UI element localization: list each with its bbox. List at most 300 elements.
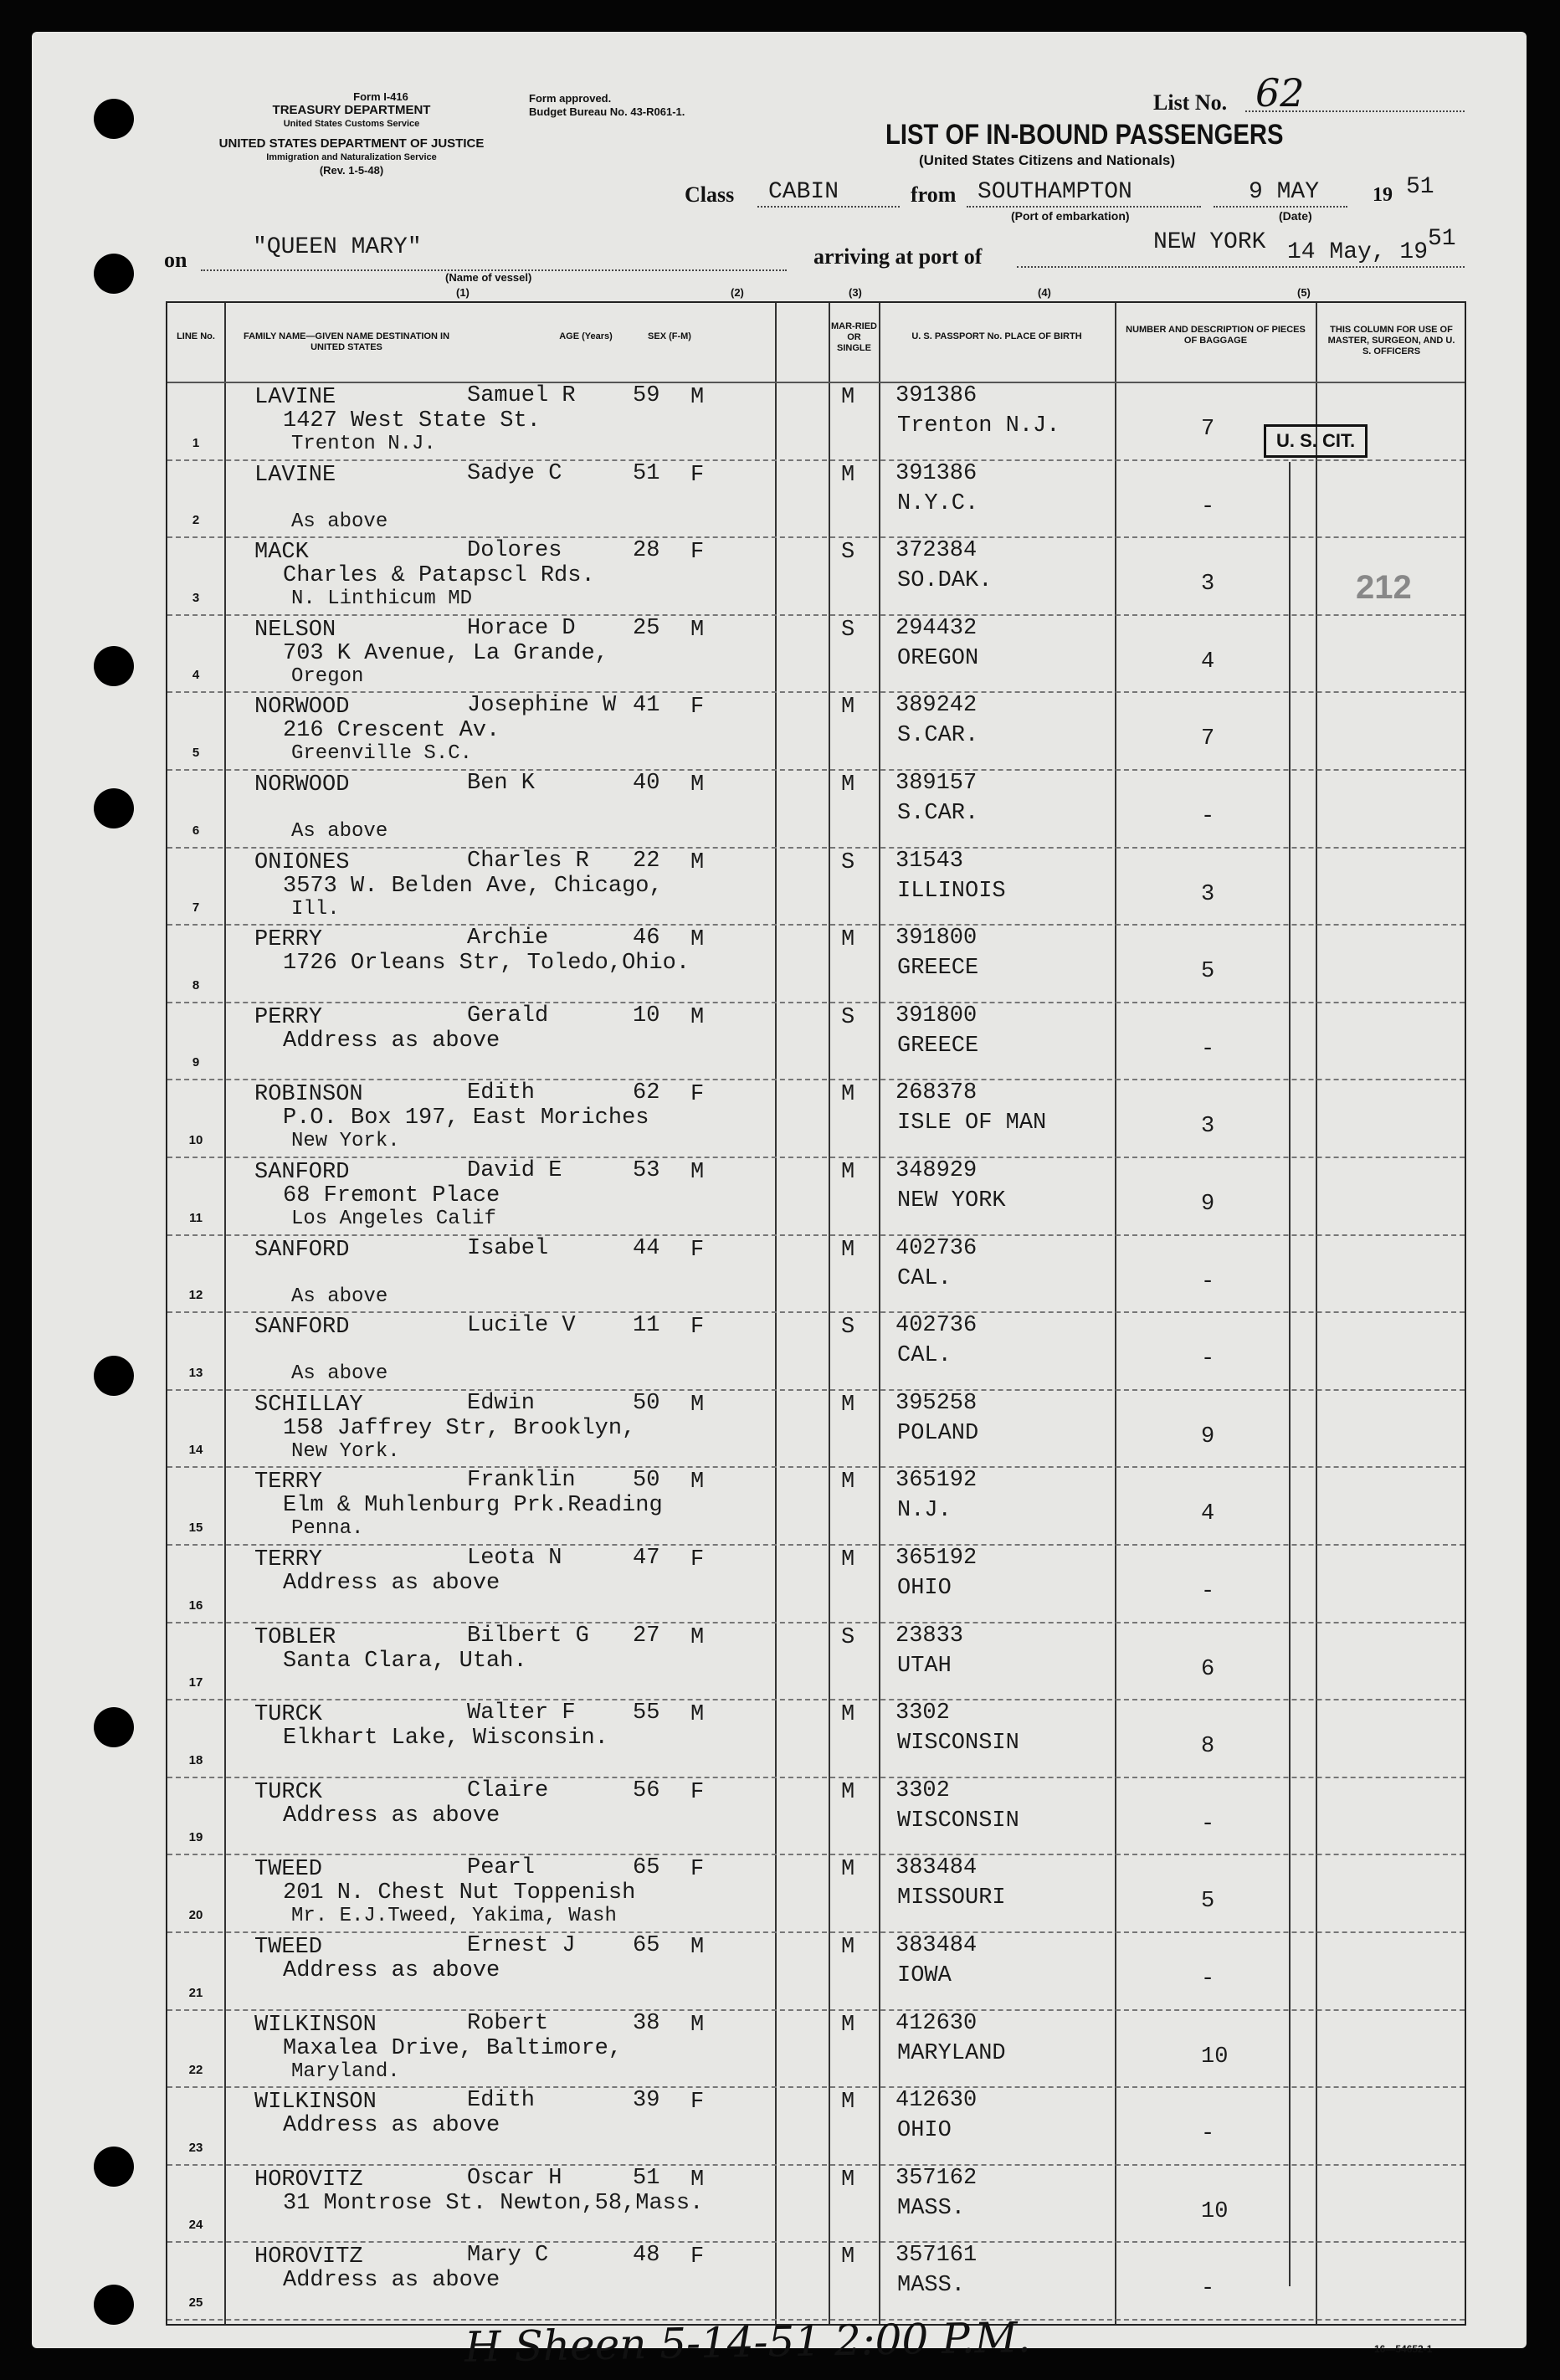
family-name: HOROVITZ <box>254 2244 363 2270</box>
line-number: 16 <box>188 1598 203 1613</box>
passenger-sex: F <box>690 695 705 721</box>
us-citizen-stamp: U. S. CIT. <box>1264 424 1368 458</box>
baggage-count: 7 <box>1201 726 1215 752</box>
passenger-sex: M <box>690 2012 705 2038</box>
passenger-age: 28 <box>633 538 660 564</box>
passport-number: 391800 <box>895 926 978 951</box>
family-name: LAVINE <box>254 385 336 410</box>
given-name: Edith <box>467 2088 536 2114</box>
line-number: 5 <box>192 745 200 760</box>
passenger-age: 65 <box>633 1933 660 1958</box>
binder-hole <box>94 788 134 828</box>
passenger-age: 38 <box>633 2010 660 2036</box>
given-name: Gerald <box>467 1003 549 1028</box>
table-row <box>167 926 1465 1003</box>
table-row <box>167 1933 1465 2011</box>
binder-hole <box>94 99 134 139</box>
passenger-sex: M <box>690 1702 705 1728</box>
passenger-sex: M <box>690 849 705 875</box>
passenger-sex: F <box>690 1082 705 1108</box>
passenger-sex: M <box>690 1392 705 1418</box>
address-line-1: Charles & Patapscl Rds. <box>283 563 595 589</box>
baggage-count: 4 <box>1201 1501 1215 1527</box>
passenger-age: 62 <box>633 1080 660 1106</box>
on-label: on <box>164 248 187 272</box>
place-of-birth: GREECE <box>897 956 979 982</box>
marital-status: M <box>841 2244 855 2270</box>
given-name: Franklin <box>467 1468 576 1494</box>
marital-status: S <box>841 1004 855 1030</box>
manifest-title: LIST OF IN-BOUND PASSENGERS <box>885 119 1284 151</box>
baggage-count: - <box>1201 1346 1215 1372</box>
passport-number: 402736 <box>895 1313 978 1339</box>
passport-number: 402736 <box>895 1235 978 1261</box>
address-line-1: 1726 Orleans Str, Toledo,Ohio. <box>283 951 690 977</box>
form-identification <box>159 90 544 177</box>
place-of-birth: N.J. <box>897 1498 952 1524</box>
marital-status: M <box>841 927 855 953</box>
column-header-age: AGE (Years) <box>559 331 613 341</box>
baggage-count: - <box>1201 804 1215 829</box>
binder-hole <box>94 254 134 294</box>
passport-number: 365192 <box>895 1468 978 1494</box>
passenger-age: 48 <box>633 2243 660 2269</box>
family-name: TOBLER <box>254 1624 336 1650</box>
embarkation-caption: (Port of embarkation) <box>1011 209 1130 223</box>
marital-status: M <box>841 1082 855 1108</box>
passenger-sex: F <box>690 1315 705 1341</box>
marital-status: S <box>841 849 855 875</box>
passenger-age: 65 <box>633 1855 660 1881</box>
given-name: Leota N <box>467 1546 562 1571</box>
passenger-sex: M <box>690 385 705 410</box>
line-number: 10 <box>188 1132 203 1147</box>
family-name: LAVINE <box>254 462 336 488</box>
place-of-birth: SO.DAK. <box>897 568 993 594</box>
form-number: Form I-416 <box>353 90 408 103</box>
immigration-service: Immigration and Naturalization Service <box>266 152 437 162</box>
baggage-count: 5 <box>1201 1889 1215 1915</box>
passport-number: 294432 <box>895 615 978 641</box>
place-of-birth: OHIO <box>897 2118 952 2144</box>
passport-number: 3302 <box>895 1777 950 1803</box>
form-approval <box>529 92 685 119</box>
marital-status: M <box>841 1237 855 1263</box>
family-name: SANFORD <box>254 1237 350 1263</box>
column-number: (3) <box>849 286 862 299</box>
passenger-sex: M <box>690 1004 705 1030</box>
baggage-count: - <box>1201 494 1215 520</box>
line-number: 11 <box>189 1210 203 1225</box>
place-of-birth: CAL. <box>897 1343 952 1369</box>
given-name: Mary C <box>467 2243 549 2269</box>
address-line-2: Maryland. <box>291 2059 400 2083</box>
passenger-age: 22 <box>633 848 660 874</box>
given-name: Lucile V <box>467 1313 576 1339</box>
passport-number: 391386 <box>895 460 978 486</box>
passenger-sex: M <box>690 1470 705 1495</box>
place-of-birth: ISLE OF MAN <box>897 1110 1047 1136</box>
address-line-1: Address as above <box>283 1028 500 1054</box>
family-name: ONIONES <box>254 849 350 875</box>
baggage-count: - <box>1201 1967 1215 1992</box>
line-number: 21 <box>188 1985 203 2000</box>
address-line-2: Greenville S.C. <box>291 742 473 766</box>
address-line-2: Mr. E.J.Tweed, Yakima, Wash <box>291 1905 617 1928</box>
baggage-count: - <box>1201 2276 1215 2302</box>
table-row <box>167 1468 1465 1546</box>
binder-hole <box>94 2285 134 2325</box>
family-name: NORWOOD <box>254 772 350 798</box>
address-line-1: Address as above <box>283 1958 500 1983</box>
passport-number: 348929 <box>895 1158 978 1183</box>
table-row <box>167 1700 1465 1778</box>
vessel-caption: (Name of vessel) <box>445 271 532 284</box>
column-header-officers: THIS COLUMN FOR USE OF MASTER, SURGEON, AND U. S. OFFICERS <box>1327 325 1455 356</box>
departure-date: 9 MAY <box>1249 179 1320 205</box>
address-line-1: Elkhart Lake, Wisconsin. <box>283 1726 608 1752</box>
column-number: (4) <box>1038 286 1051 299</box>
line-number: 2 <box>192 513 200 528</box>
baggage-count: 8 <box>1201 1734 1215 1760</box>
binder-hole <box>94 1707 134 1747</box>
marital-status: S <box>841 540 855 566</box>
passport-number: 365192 <box>895 1546 978 1571</box>
given-name: Charles R <box>467 848 589 874</box>
given-name: Robert <box>467 2010 549 2036</box>
passenger-age: 47 <box>633 1546 660 1571</box>
passenger-age: 39 <box>633 2088 660 2114</box>
address-line-1: Address as above <box>283 2113 500 2139</box>
place-of-birth: WISCONSIN <box>897 1731 1019 1757</box>
given-name: Dolores <box>467 538 562 564</box>
passenger-table <box>166 301 1466 2326</box>
footer-code: 16—54652-1 <box>1374 2343 1433 2355</box>
address-line-2: Los Angeles Calif <box>291 1208 496 1230</box>
passport-number: 372384 <box>895 538 978 564</box>
baggage-count: 9 <box>1201 1423 1215 1449</box>
passport-number: 3302 <box>895 1700 950 1726</box>
family-name: TURCK <box>254 1702 323 1728</box>
place-of-birth: S.CAR. <box>897 723 979 749</box>
marital-status: S <box>841 617 855 643</box>
address-line-1: Elm & Muhlenburg Prk.Reading <box>283 1493 663 1519</box>
address-line-2: Penna. <box>291 1517 364 1541</box>
address-line-2: Ill. <box>291 897 340 921</box>
baggage-count: - <box>1201 2121 1215 2147</box>
passenger-age: 44 <box>633 1235 660 1261</box>
passenger-sex: F <box>690 1779 705 1805</box>
marital-status: M <box>841 2090 855 2116</box>
family-name: MACK <box>254 540 309 566</box>
address-line-1: Address as above <box>283 1571 500 1596</box>
from-label: from <box>911 182 957 207</box>
arrival-date: 14 May, 19 <box>1287 239 1429 265</box>
line-number: 17 <box>188 1675 203 1690</box>
column-divider <box>775 303 777 378</box>
embarkation-port: SOUTHAMPTON <box>978 179 1132 205</box>
table-row <box>167 2088 1465 2166</box>
marital-status: M <box>841 1935 855 1960</box>
address-line-1: Address as above <box>283 1803 500 1829</box>
binder-hole <box>94 1356 134 1396</box>
family-name: PERRY <box>254 1004 323 1030</box>
class-line <box>757 206 900 208</box>
line-number: 23 <box>188 2140 203 2155</box>
passenger-age: 53 <box>633 1158 660 1183</box>
address-line-1: 216 Crescent Av. <box>283 718 500 744</box>
family-name: WILKINSON <box>254 2090 377 2116</box>
arrival-port: NEW YORK <box>1153 229 1266 255</box>
marital-status: M <box>841 772 855 798</box>
baggage-count: 3 <box>1201 1114 1215 1140</box>
line-number: 24 <box>188 2218 203 2233</box>
address-line-1: Maxalea Drive, Baltimore, <box>283 2035 623 2061</box>
marital-status: M <box>841 1702 855 1728</box>
passenger-age: 11 <box>633 1313 660 1339</box>
place-of-birth: MARYLAND <box>897 2040 1006 2066</box>
baggage-count: - <box>1201 1811 1215 1837</box>
column-header-baggage: NUMBER AND DESCRIPTION OF PIECES OF BAGGAGE <box>1126 325 1306 346</box>
place-of-birth: NEW YORK <box>897 1188 1006 1213</box>
column-header-sex: SEX (F-M) <box>648 331 691 341</box>
place-of-birth: S.CAR. <box>897 801 979 826</box>
given-name: Claire <box>467 1777 549 1803</box>
line-number: 18 <box>188 1752 203 1767</box>
passport-number: 383484 <box>895 1855 978 1881</box>
date-caption: (Date) <box>1279 209 1312 223</box>
passport-number: 395258 <box>895 1390 978 1416</box>
table-row <box>167 2011 1465 2089</box>
line-number: 1 <box>192 435 200 450</box>
table-row <box>167 1236 1465 1314</box>
line-number: 25 <box>188 2295 203 2310</box>
family-name: TERRY <box>254 1547 323 1572</box>
place-of-birth: Trenton N.J. <box>897 413 1060 439</box>
passenger-age: 25 <box>633 615 660 641</box>
inspector-signature: H Sheen 5-14-51 2:00 P.M. <box>464 2313 1032 2372</box>
officer-line <box>1289 462 1291 2286</box>
place-of-birth: OREGON <box>897 645 979 671</box>
given-name: Edwin <box>467 1390 536 1416</box>
passenger-sex: M <box>690 1624 705 1650</box>
column-number: (5) <box>1297 286 1311 299</box>
family-name: SANFORD <box>254 1160 350 1185</box>
family-name: PERRY <box>254 927 323 953</box>
passenger-age: 51 <box>633 2165 660 2191</box>
address-line-2: As above <box>291 1285 388 1308</box>
passport-number: 31543 <box>895 848 964 874</box>
justice-department: UNITED STATES DEPARTMENT OF JUSTICE <box>218 136 485 151</box>
binder-hole <box>94 2147 134 2187</box>
stamp-number: 212 <box>1356 569 1412 606</box>
address-line-2: Oregon <box>291 664 364 688</box>
marital-status: M <box>841 695 855 721</box>
marital-status: M <box>841 1392 855 1418</box>
baggage-count: 10 <box>1201 2198 1229 2224</box>
arrival-port-line <box>1017 266 1465 268</box>
passport-number: 23833 <box>895 1623 964 1649</box>
place-of-birth: MISSOURI <box>897 1885 1006 1911</box>
family-name: TWEED <box>254 1935 323 1960</box>
given-name: Samuel R <box>467 383 576 408</box>
table-row <box>167 1080 1465 1158</box>
given-name: Walter F <box>467 1700 576 1726</box>
family-name: NORWOOD <box>254 695 350 721</box>
place-of-birth: IOWA <box>897 1963 952 1988</box>
place-of-birth: OHIO <box>897 1576 952 1601</box>
line-number: 7 <box>192 900 200 916</box>
given-name: Ernest J <box>467 1933 576 1958</box>
family-name: WILKINSON <box>254 2012 377 2038</box>
place-of-birth: N.Y.C. <box>897 490 979 516</box>
line-number: 20 <box>188 1907 203 1922</box>
family-name: HOROVITZ <box>254 2167 363 2193</box>
baggage-count: 10 <box>1201 2044 1229 2070</box>
given-name: Edith <box>467 1080 536 1106</box>
baggage-count: - <box>1201 1579 1215 1604</box>
address-line-2: Trenton N.J. <box>291 433 436 455</box>
passenger-sex: M <box>690 927 705 953</box>
place-of-birth: GREECE <box>897 1033 979 1059</box>
table-row <box>167 1313 1465 1391</box>
passenger-sex: F <box>690 462 705 488</box>
address-line-2: As above <box>291 510 388 533</box>
marital-status: M <box>841 1470 855 1495</box>
baggage-count: 6 <box>1201 1656 1215 1682</box>
passenger-sex: M <box>690 617 705 643</box>
departure-year-prefix: 19 <box>1373 184 1393 206</box>
marital-status: S <box>841 1624 855 1650</box>
baggage-count: - <box>1201 1269 1215 1295</box>
given-name: Sadye C <box>467 460 562 486</box>
line-number: 4 <box>192 668 200 683</box>
passenger-sex: M <box>690 1160 705 1185</box>
passenger-sex: F <box>690 2090 705 2116</box>
place-of-birth: MASS. <box>897 2195 966 2221</box>
budget-bureau-number: Budget Bureau No. 43-R061-1. <box>529 105 685 118</box>
table-row <box>167 1855 1465 1933</box>
manifest-subtitle: (United States Citizens and Nationals) <box>919 152 1176 168</box>
address-line-2: N. Linthicum MD <box>291 587 473 611</box>
place-of-birth: ILLINOIS <box>897 878 1006 904</box>
class-value: CABIN <box>768 179 839 205</box>
table-row <box>167 1623 1465 1701</box>
passport-number: 391386 <box>895 383 978 408</box>
address-line-1: 158 Jaffrey Str, Brooklyn, <box>283 1415 636 1441</box>
baggage-count: 3 <box>1201 572 1215 598</box>
table-row <box>167 2166 1465 2244</box>
passport-number: 412630 <box>895 2088 978 2114</box>
passenger-age: 56 <box>633 1777 660 1803</box>
family-name: TWEED <box>254 1857 323 1883</box>
table-row <box>167 771 1465 849</box>
passport-number: 389157 <box>895 771 978 796</box>
line-number: 9 <box>192 1055 200 1070</box>
address-line-1: P.O. Box 197, East Moriches <box>283 1105 649 1131</box>
address-line-1: Address as above <box>283 2268 500 2294</box>
table-row <box>167 849 1465 926</box>
arrival-year: 51 <box>1428 226 1456 252</box>
given-name: Ben K <box>467 771 536 796</box>
passport-number: 412630 <box>895 2010 978 2036</box>
passport-number: 383484 <box>895 1933 978 1958</box>
passport-number: 391800 <box>895 1003 978 1028</box>
family-name: TURCK <box>254 1779 323 1805</box>
address-line-1: 31 Montrose St. Newton,58,Mass. <box>283 2190 704 2216</box>
list-no-label: List No. <box>1153 90 1228 115</box>
address-line-1: 3573 W. Belden Ave, Chicago, <box>283 873 663 899</box>
line-number: 19 <box>188 1830 203 1845</box>
passenger-sex: M <box>690 2167 705 2193</box>
passenger-age: 50 <box>633 1390 660 1416</box>
form-revision: (Rev. 1-5-48) <box>319 164 384 177</box>
address-line-2: New York. <box>291 1130 400 1153</box>
column-number: (2) <box>731 286 744 299</box>
table-row <box>167 461 1465 539</box>
form-approved-note: Form approved. <box>529 92 612 105</box>
table-row <box>167 1778 1465 1856</box>
passenger-sex: M <box>690 772 705 798</box>
given-name: Oscar H <box>467 2165 562 2191</box>
passport-number: 268378 <box>895 1080 978 1106</box>
passenger-sex: M <box>690 1935 705 1960</box>
column-header-passport: U. S. PASSPORT No. PLACE OF BIRTH <box>911 331 1082 341</box>
passenger-age: 50 <box>633 1468 660 1494</box>
embarkation-line <box>967 206 1201 208</box>
table-row <box>167 1546 1465 1623</box>
line-number: 6 <box>192 823 200 838</box>
address-line-1: 1427 West State St. <box>283 408 541 433</box>
line-number: 14 <box>188 1443 203 1458</box>
marital-status: M <box>841 385 855 410</box>
marital-status: M <box>841 2012 855 2038</box>
class-label: Class <box>685 182 735 207</box>
marital-status: M <box>841 462 855 488</box>
family-name: SANFORD <box>254 1315 350 1341</box>
table-row <box>167 2243 1465 2321</box>
given-name: Josephine W <box>467 693 617 719</box>
place-of-birth: MASS. <box>897 2273 966 2299</box>
given-name: Horace D <box>467 615 576 641</box>
baggage-count: - <box>1201 1036 1215 1062</box>
family-name: SCHILLAY <box>254 1392 363 1418</box>
marital-status: M <box>841 1779 855 1805</box>
table-row <box>167 1158 1465 1236</box>
passenger-age: 51 <box>633 460 660 486</box>
place-of-birth: POLAND <box>897 1420 979 1446</box>
given-name: Isabel <box>467 1235 549 1261</box>
family-name: TERRY <box>254 1470 323 1495</box>
table-row <box>167 1003 1465 1081</box>
address-line-2: As above <box>291 820 388 843</box>
table-row <box>167 693 1465 771</box>
column-header-married: MAR-RIED OR SINGLE <box>831 321 877 353</box>
table-row <box>167 1391 1465 1469</box>
departure-year: 51 <box>1406 174 1434 200</box>
passenger-age: 59 <box>633 383 660 408</box>
line-number: 15 <box>188 1520 203 1535</box>
passenger-age: 55 <box>633 1700 660 1726</box>
family-name: NELSON <box>254 617 336 643</box>
place-of-birth: UTAH <box>897 1653 952 1679</box>
binder-hole <box>94 646 134 686</box>
address-line-1: Santa Clara, Utah. <box>283 1648 527 1674</box>
marital-status: M <box>841 1857 855 1883</box>
marital-status: M <box>841 2167 855 2193</box>
line-number: 8 <box>192 977 200 993</box>
place-of-birth: WISCONSIN <box>897 1808 1019 1834</box>
